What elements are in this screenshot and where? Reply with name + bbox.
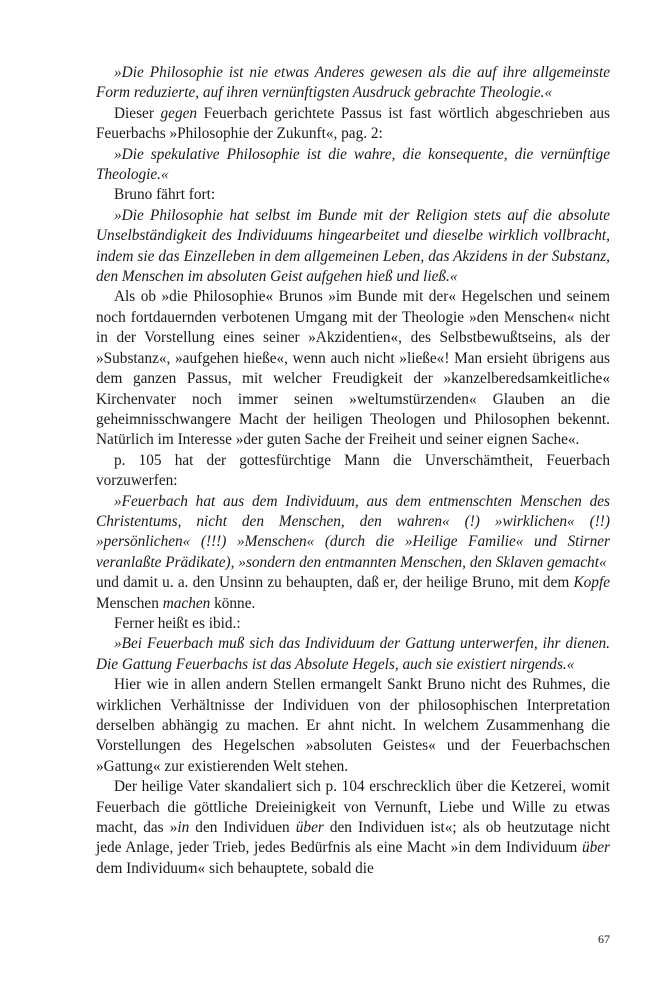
- paragraph: [96, 634, 610, 675]
- paragraph: Hier wie in allen andern Stellen ermangelt Sankt Bruno nicht des Ruhmes, die wirklichen Verhältnisse der Individuen von der philosophischen Interpretation derselben abhängig zu machen. Er ahnt nicht. In welchem Zusammenhang die Vorstellungen des Hegelschen »absoluten Geistes« und der Feuerbachschen »Gattung« zur existierenden Welt stehen.: [96, 676, 610, 775]
- paragraph: p. 105 hat der gottesfürchtige Mann die Unverschämtheit, Feuerbach vorzuwerfen:: [96, 451, 610, 490]
- paragraph: Als ob »die Philosophie« Brunos »im Bunde mit der« Hegelschen und seinem noch fortdauernden verbotenen Umgang mit der Theologie »den Menschen« nicht in der Vorstellung eines seiner »Akzidentien«, des Selbstbewußtseins, als der »Substanz«, »aufgehen hieße«, wenn auch nicht »ließe«! Man ersieht übrigens aus dem ganzen Passus, mit welcher Freudigkeit der »kanzelberedsamkeitliche« Kirchenvater noch immer seinen »weltumstürzenden« Glauben an die geheimnisschwangere Macht der heiligen Theologen und Philosophen bekennt. Natürlich im Interesse »der guten Sache der Freiheit und seiner eignen Sache«.: [96, 288, 610, 449]
- italic-run: über: [581, 839, 610, 857]
- italic-run: über: [295, 819, 324, 837]
- italic-run: Kopfe: [573, 574, 610, 592]
- paragraph: [96, 492, 610, 574]
- paragraph: Ferner heißt es ibid.:: [114, 614, 241, 632]
- paragraph: Der heilige Vater skandaliert sich p. 104 erschrecklich über die Ketzerei, womit Feuerbach die göttliche Dreieinigkeit von Vernunft, Liebe und Wille zu etwas macht, das »in den Individuen über den Individuen ist«; als ob heutzutage nicht jede Anlage, jeder Trieb, jedes Bedürfnis als eine Macht »in dem Individuum über dem Individuum« sich behauptete, sobald die: [96, 778, 610, 877]
- italic-run: »Feuerbach hat aus dem Individuum, aus dem entmenschten Menschen des Christentums, nicht den Menschen, den wahren« (!) »wirklichen« (!!) »persönlichen« (!!!) »Menschen« (durch die »Heilige Familie« und Stirner veranlaßte Prädikate), »sondern den entmannten Menschen, den Sklaven gemacht«: [96, 492, 610, 571]
- italic-run: in: [177, 819, 190, 837]
- paragraph: [96, 206, 610, 288]
- body-text: [96, 63, 610, 879]
- italic-run: »Die spekulative Philosophie ist die wahre, die konsequente, die vernünftige Theologie.«: [96, 145, 610, 184]
- paragraph: Dieser gegen Feuerbach gerichtete Passus ist fast wörtlich abgeschrieben aus Feuerbachs »Philosophie der Zukunft«, pag. 2:: [96, 104, 611, 143]
- italic-run: machen: [162, 594, 211, 612]
- italic-run: »Die Philosophie ist nie etwas Anderes gewesen als die auf ihre allgemeinste Form reduzierte, auf ihren vernünftigsten Ausdruck gebrachte Theologie.«: [96, 64, 610, 102]
- page-number: 67: [598, 932, 610, 946]
- italic-run: »Bei Feuerbach muß sich das Individuum der Gattung unterwerfen, ihr dienen. Die Gattung Feuerbachs ist das Absolute Hegels, auch sie existiert nirgends.«: [96, 635, 610, 673]
- paragraph: Bruno fährt fort:: [114, 186, 216, 204]
- italic-run: gegen: [160, 104, 198, 122]
- paragraph: [96, 145, 610, 186]
- paragraph-continuation: und damit u. a. den Unsinn zu behaupten, daß er, der heilige Bruno, mit dem Kopfe Menschen machen könne.: [96, 574, 610, 612]
- paragraph: [96, 63, 610, 104]
- italic-run: »Die Philosophie hat selbst im Bunde mit der Religion stets auf die absolute Unselbständigkeit des Individuums hingearbeitet und dieselbe wirklich vollbracht, indem sie das Einzelleben in dem allgemeinen Leben, das Akzidens in der Substanz, den Menschen im absoluten Geist aufgehen hieß und ließ.«: [96, 206, 610, 286]
